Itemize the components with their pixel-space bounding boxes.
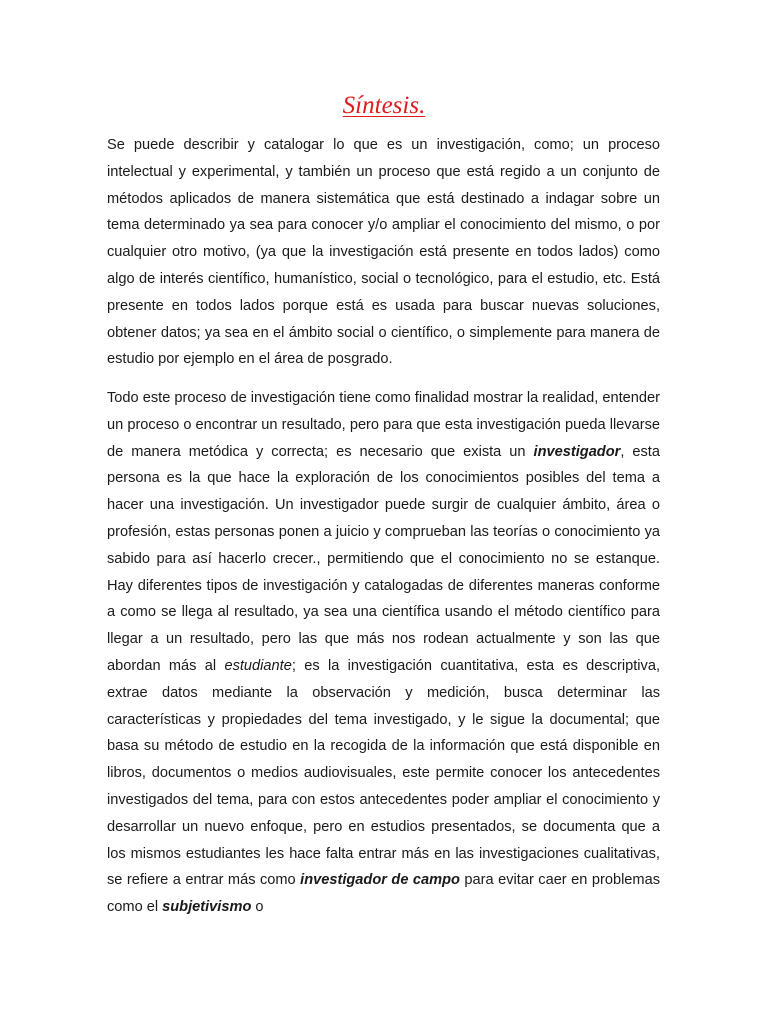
paragraph-2-text-3: ; es la investigación cuantitativa, esta es descriptiva, extrae datos mediante la observación y medición, busca determinar las características y propiedades del tema investigado, y le sigue la documental; que basa su método de estudio en la recogida de la información que está disponible en libros, documentos o medios audiovisuales, este permite conocer los antecedentes investigados del tema, para con estos antecedentes poder ampliar el conocimiento y desarrollar un nuevo enfoque, pero en estudios presentados, se documenta que a los mismos estudiantes les hace falta entrar más en las investigaciones cualitativas, se refiere a entrar más como bbox=[107, 657, 660, 889]
paragraph-2 bbox=[107, 385, 660, 921]
emphasis-investigador-de-campo: investigador de campo bbox=[300, 872, 460, 889]
paragraph-2-text-1: Todo este proceso de investigación tiene como finalidad mostrar la realidad, entender un proceso o encontrar un resultado, pero para que esta investigación pueda llevarse de manera metódica y correcta; es necesario que exista un bbox=[107, 390, 660, 460]
paragraph-1: Se puede describir y catalogar lo que es un investigación, como; un proceso intelectual y experimental, y también un proceso que está regido a un conjunto de métodos aplicados de manera sistemática que está destinado a indagar sobre un tema determinado ya sea para conocer y/o ampliar el conocimiento del mismo, o por cualquier otro motivo, (ya que la investigación está presente en todos lados) como algo de interés científico, humanístico, social o tecnológico, para el estudio, etc. Está presente en todos lados porque está es usada para buscar nuevas soluciones, obtener datos; ya sea en el ámbito social o científico, o simplemente para manera de estudio por ejemplo en el área de posgrado. bbox=[107, 137, 660, 368]
emphasis-investigador: investigador bbox=[533, 443, 621, 460]
paragraph-2-text-4: para evitar caer en problemas como el bbox=[107, 872, 660, 916]
paragraph-2-text-5: o bbox=[251, 899, 264, 916]
emphasis-estudiante: estudiante bbox=[224, 657, 292, 674]
paragraph-2-text-2: , esta persona es la que hace la exploración de los conocimientos posibles del tema a hacer una investigación. Un investigador puede surgir de cualquier ámbito, área o profesión, estas personas ponen a juicio y comprueban las teorías o conocimiento ya sabido para así hacerlo crecer., permitiendo que el conocimiento no se estanque. Hay diferentes tipos de investigación y catalogadas de diferentes maneras conforme a como se llega al resultado, ya sea una científica usando el método científico para llegar a un resultado, pero las que más nos rodean actualmente y son las que abordan más al bbox=[107, 443, 660, 674]
page-title: Síntesis. bbox=[342, 92, 426, 119]
emphasis-subjetivismo: subjetivismo bbox=[162, 899, 252, 916]
